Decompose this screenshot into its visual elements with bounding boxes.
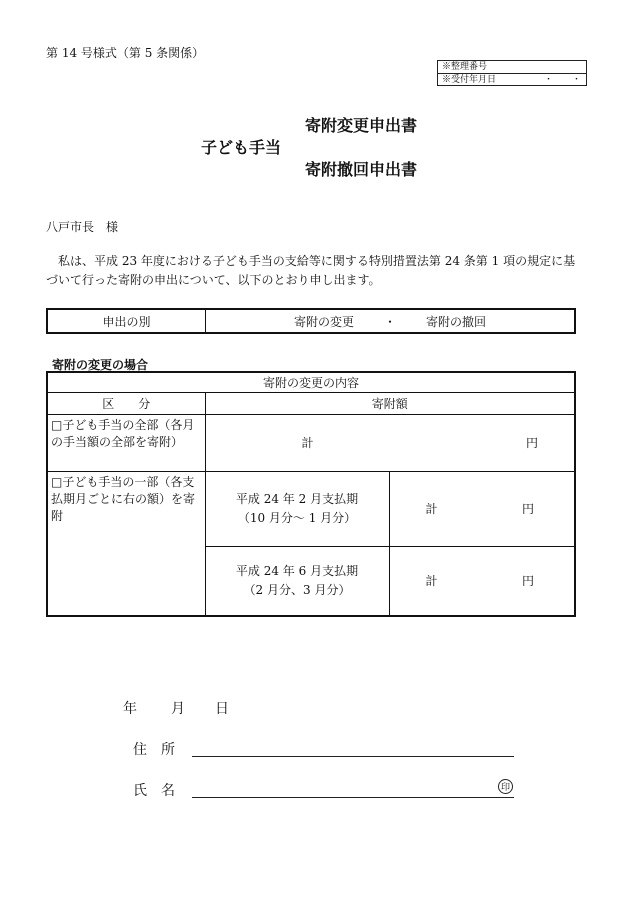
day-label: 日 bbox=[215, 701, 229, 717]
period-feb-line2: （10 月分～ 1 月分） bbox=[237, 510, 357, 525]
reception-date-row bbox=[438, 73, 586, 86]
yen-label: 円 bbox=[521, 574, 534, 589]
name-label: 氏 名 bbox=[133, 783, 175, 799]
seal-mark: 印 bbox=[498, 779, 513, 794]
address-field[interactable] bbox=[192, 756, 514, 757]
column-header-category: 区 分 bbox=[47, 392, 205, 414]
address-label: 住 所 bbox=[133, 742, 175, 758]
period-jun-amount bbox=[389, 546, 575, 616]
table-title: 寄附の変更の内容 bbox=[47, 372, 575, 392]
change-section-heading: 寄附の変更の場合 bbox=[52, 358, 149, 372]
month-label: 月 bbox=[171, 701, 185, 717]
year-label: 年 bbox=[123, 701, 137, 717]
period-jun-line2: （2 月分、3 月分） bbox=[243, 582, 351, 597]
addressee: 八戸市長 様 bbox=[46, 220, 119, 234]
option-change[interactable]: 寄附の変更 bbox=[293, 314, 354, 329]
total-label: 計 bbox=[425, 502, 438, 516]
row-all-amount bbox=[205, 414, 575, 471]
option-separator: ・ bbox=[383, 314, 396, 329]
reference-box bbox=[437, 60, 587, 86]
date-separator: ・ bbox=[544, 75, 554, 85]
yen-label: 円 bbox=[525, 436, 538, 450]
column-header-amount: 寄附額 bbox=[205, 392, 575, 414]
total-label: 計 bbox=[301, 436, 314, 450]
reference-number-row bbox=[438, 61, 586, 73]
period-jun bbox=[205, 546, 389, 616]
period-feb-line1: 平成 24 年 2 月支払期 bbox=[235, 491, 359, 506]
date-separator: ・ bbox=[572, 75, 582, 85]
option-withdraw[interactable]: 寄附の撤回 bbox=[426, 314, 487, 329]
name-field[interactable] bbox=[192, 797, 514, 798]
period-feb-amount bbox=[389, 471, 575, 546]
period-feb bbox=[205, 471, 389, 546]
title-change: 寄附変更申出書 bbox=[305, 116, 418, 135]
request-type-options bbox=[206, 310, 574, 332]
total-label: 計 bbox=[425, 574, 438, 589]
yen-label: 円 bbox=[521, 502, 534, 516]
request-type-label: 申出の別 bbox=[48, 310, 206, 332]
reception-date-label: ※受付年月日 bbox=[442, 75, 497, 85]
row-all-label[interactable]: □子ども手当の全部（各月の手当額の全部を寄附） bbox=[47, 414, 205, 471]
row-partial-label[interactable]: □子ども手当の一部（各支払期月ごとに右の額）を寄附 bbox=[47, 471, 205, 616]
title-withdraw: 寄附撤回申出書 bbox=[305, 160, 418, 179]
request-type-box bbox=[46, 308, 576, 334]
period-jun-line1: 平成 24 年 6 月支払期 bbox=[235, 563, 359, 578]
body-text: 私は、平成 23 年度における子ども手当の支給等に関する特別措置法第 24 条第 1 項の規定に基づいて行った寄附の申出について、以下のとおり申し出ます。 bbox=[46, 254, 576, 287]
title-main: 子ども手当 bbox=[201, 138, 282, 157]
form-number: 第 14 号様式（第 5 条関係） bbox=[46, 46, 205, 60]
change-details-table bbox=[46, 371, 576, 617]
reference-number-label: ※整理番号 bbox=[442, 62, 488, 72]
